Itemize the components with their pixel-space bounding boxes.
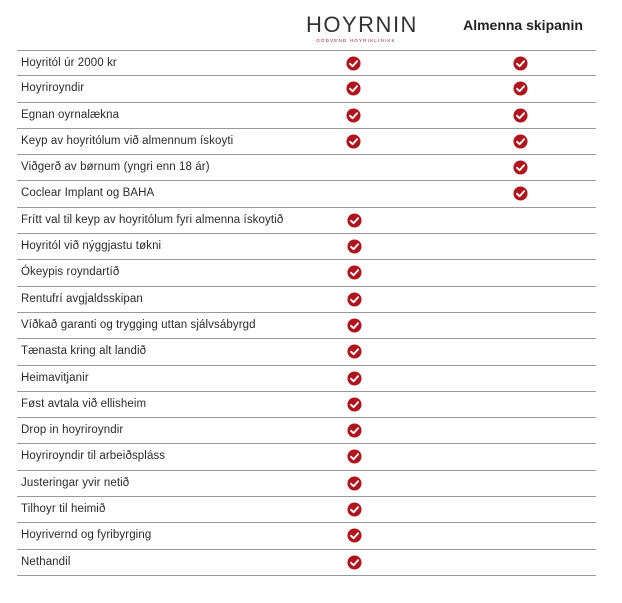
comparison-table	[17, 50, 596, 576]
hoyrnin-check-icon	[347, 502, 362, 517]
row-label: Keyp av hoyritólum við almennum ískoyti	[21, 134, 234, 147]
hoyrnin-check-icon	[347, 371, 362, 386]
row-label: Hoyritól við nýggjastu tøkni	[21, 240, 162, 253]
almenna-check-icon	[513, 134, 528, 149]
table-row	[17, 523, 596, 549]
hoyrnin-check-icon	[347, 555, 362, 570]
table-row	[17, 392, 596, 418]
almenna-check-icon	[513, 186, 528, 201]
row-label: Drop in hoyriroyndir	[21, 424, 124, 437]
row-label: Hoyrivernd og fyribyrging	[21, 529, 152, 542]
hoyrnin-check-icon	[346, 108, 361, 123]
hoyrnin-check-icon	[347, 528, 362, 543]
row-label: Nethandil	[21, 555, 71, 568]
hoyrnin-check-icon	[346, 56, 361, 71]
almenna-column-title: Almenna skipanin	[463, 17, 583, 33]
table-row	[17, 471, 596, 497]
table-row	[17, 155, 596, 181]
table-row	[17, 550, 596, 576]
table-row	[17, 234, 596, 260]
logo-wordmark	[306, 12, 418, 37]
table-row	[17, 76, 596, 102]
row-label: Coclear Implant og BAHA	[21, 187, 155, 200]
row-label: Hoyritól úr 2000 kr	[21, 57, 117, 69]
hoyrnin-check-icon	[347, 397, 362, 412]
table-row	[17, 497, 596, 523]
row-label: Rentufrí avgjaldsskipan	[21, 292, 143, 305]
table-row	[17, 129, 596, 155]
row-label: Egnan oyrnalækna	[21, 108, 120, 121]
hoyrnin-check-icon	[347, 449, 362, 464]
table-row	[17, 313, 596, 339]
table-row	[17, 339, 596, 365]
logo-subtitle: GÓÐVEND HOYRIKLINIKK	[316, 38, 396, 43]
table-row	[17, 50, 596, 76]
hoyrnin-check-icon	[347, 265, 362, 280]
row-label: Føst avtala við ellisheim	[21, 397, 147, 410]
header	[0, 0, 622, 50]
table-row	[17, 260, 596, 286]
table-row	[17, 181, 596, 207]
table-row	[17, 208, 596, 234]
row-label: Heimavitjanir	[21, 371, 89, 384]
table-row	[17, 418, 596, 444]
hoyrnin-logo	[306, 12, 418, 43]
hoyrnin-check-icon	[346, 134, 361, 149]
row-label: Frítt val til keyp av hoyritólum fyri almenna ískoytið	[21, 213, 284, 226]
table-row	[17, 287, 596, 313]
hoyrnin-check-icon	[347, 213, 362, 228]
logo-wordmark-text: HOYRNIN	[306, 12, 418, 37]
row-label: Viðgerð av børnum (yngri enn 18 ár)	[21, 161, 210, 174]
row-label: Víðkað garanti og trygging uttan sjálvsábyrgd	[21, 318, 256, 331]
hoyrnin-check-icon	[347, 476, 362, 491]
almenna-check-icon	[513, 108, 528, 123]
hoyrnin-check-icon	[347, 423, 362, 438]
table-row	[17, 444, 596, 470]
row-label: Hoyriroyndir til arbeiðspláss	[21, 450, 166, 463]
row-label: Tilhoyr til heimið	[21, 503, 106, 516]
almenna-check-icon	[513, 81, 528, 96]
row-label: Tænasta kring alt landið	[21, 345, 147, 358]
hoyrnin-check-icon	[347, 239, 362, 254]
row-label: Hoyriroyndir	[21, 82, 85, 95]
hoyrnin-check-icon	[347, 292, 362, 307]
row-label: Ókeypis royndartíð	[21, 266, 120, 279]
table-row	[17, 103, 596, 129]
almenna-check-icon	[513, 56, 528, 71]
hoyrnin-check-icon	[347, 318, 362, 333]
table-row	[17, 366, 596, 392]
almenna-check-icon	[513, 160, 528, 175]
hoyrnin-check-icon	[347, 344, 362, 359]
row-label: Justeringar yvir netið	[21, 476, 130, 489]
hoyrnin-check-icon	[346, 81, 361, 96]
